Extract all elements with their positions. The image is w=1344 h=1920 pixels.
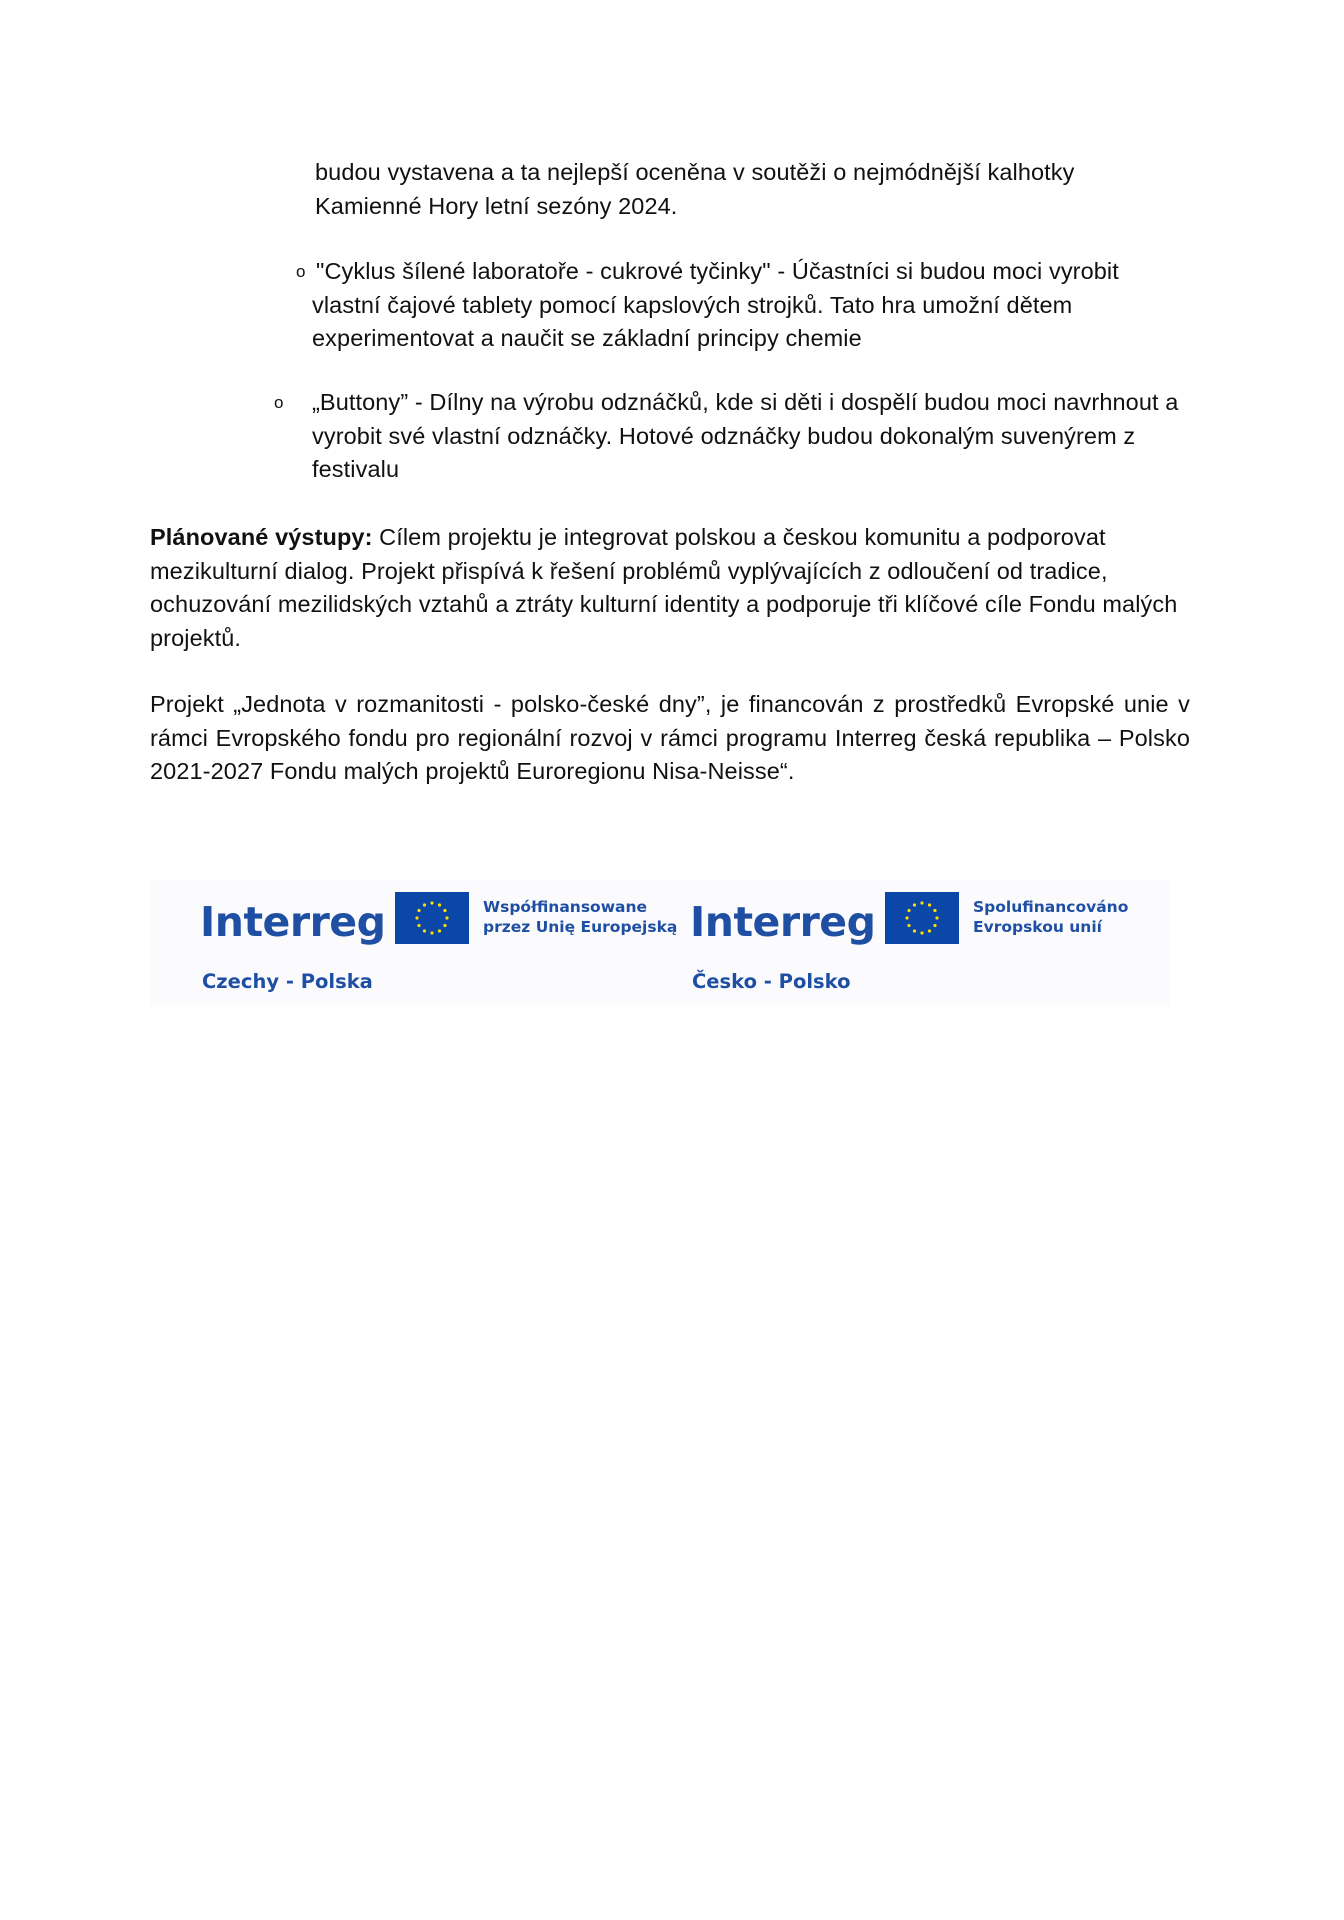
eu-star	[438, 929, 441, 932]
cofinancing-text	[483, 897, 677, 937]
program-region-label: Czechy - Polska	[202, 970, 373, 993]
eu-star	[933, 924, 936, 927]
eu-star	[920, 931, 923, 934]
continuation-line-2: Kamienné Hory letní sezóny 2024.	[315, 192, 678, 219]
cofinancing-line-1: Współfinansowane	[483, 898, 648, 916]
planned-outputs-label: Plánované výstupy:	[150, 524, 373, 550]
eu-star	[445, 916, 448, 919]
program-region-label: Česko - Polsko	[692, 970, 851, 993]
list-item-text: „Buttony” - Dílny na výrobu odznáčků, kde si děti i dospělí budou moci navrhnout a vyrobit své vlastní odznáčky. Hotové odznáčky budou dokonalým suvenýrem z festivalu	[312, 389, 1179, 482]
eu-flag-icon	[885, 892, 959, 944]
eu-star	[430, 901, 433, 904]
cofinancing-line-1: Spolufinancováno	[973, 898, 1129, 916]
eu-star	[928, 903, 931, 906]
eu-flag-icon	[395, 892, 469, 944]
eu-star	[430, 931, 433, 934]
funding-paragraph: Projekt „Jednota v rozmanitosti - polsko-české dny”, je financován z prostředků Evropské unie v rámci Evropského fondu pro regionální rozvoj v rámci programu Interreg česká republika – Polsko 2021-2027 Fondu malých projektů Euroregionu Nisa-Neisse“.	[150, 691, 1190, 784]
planned-outputs-text: Cílem projektu je integrovat polskou a českou komunitu a podporovat mezikulturní dialog. Projekt přispívá k řešení problémů vyplývajících z odloučení od tradice, ochuzování mezilidských vztahů a ztráty kulturní identity a podporuje tři klíčové cíle Fondu malých projektů.	[150, 524, 1178, 651]
bullet-marker: o	[296, 262, 306, 281]
list-item	[296, 255, 1192, 356]
eu-star	[443, 924, 446, 927]
eu-star	[417, 909, 420, 912]
cofinancing-line-2: przez Unię Europejską	[483, 918, 678, 936]
cofinancing-line-2: Evropskou unií	[973, 918, 1102, 936]
eu-star	[417, 924, 420, 927]
eu-star	[907, 924, 910, 927]
eu-star	[928, 929, 931, 932]
eu-star	[935, 916, 938, 919]
eu-star	[907, 909, 910, 912]
eu-star	[913, 929, 916, 932]
eu-star	[438, 903, 441, 906]
eu-star	[905, 916, 908, 919]
list-item-text: "Cyklus šílené laboratoře - cukrové tyčinky" - Účastníci si budou moci vyrobit vlastní čajové tablety pomocí kapslových strojků. Tato hra umožní dětem experimentovat a naučit se základní principy chemie	[312, 258, 1119, 351]
eu-star	[415, 916, 418, 919]
eu-star	[913, 903, 916, 906]
bullet-marker: o	[274, 393, 284, 412]
eu-star	[933, 909, 936, 912]
interreg-wordmark: Interreg	[200, 898, 386, 946]
eu-star	[443, 909, 446, 912]
continuation-line-1: budou vystavena a ta nejlepší oceněna v soutěži o nejmódnější kalhotky	[315, 159, 1075, 185]
eu-star	[920, 901, 923, 904]
interreg-wordmark: Interreg	[690, 898, 876, 946]
planned-outputs-paragraph	[150, 521, 1190, 655]
eu-star	[423, 903, 426, 906]
interreg-logo-band	[150, 880, 1170, 1005]
list-continuation	[315, 156, 1215, 223]
cofinancing-text	[973, 897, 1128, 937]
eu-star	[423, 929, 426, 932]
list-item	[274, 386, 1192, 487]
